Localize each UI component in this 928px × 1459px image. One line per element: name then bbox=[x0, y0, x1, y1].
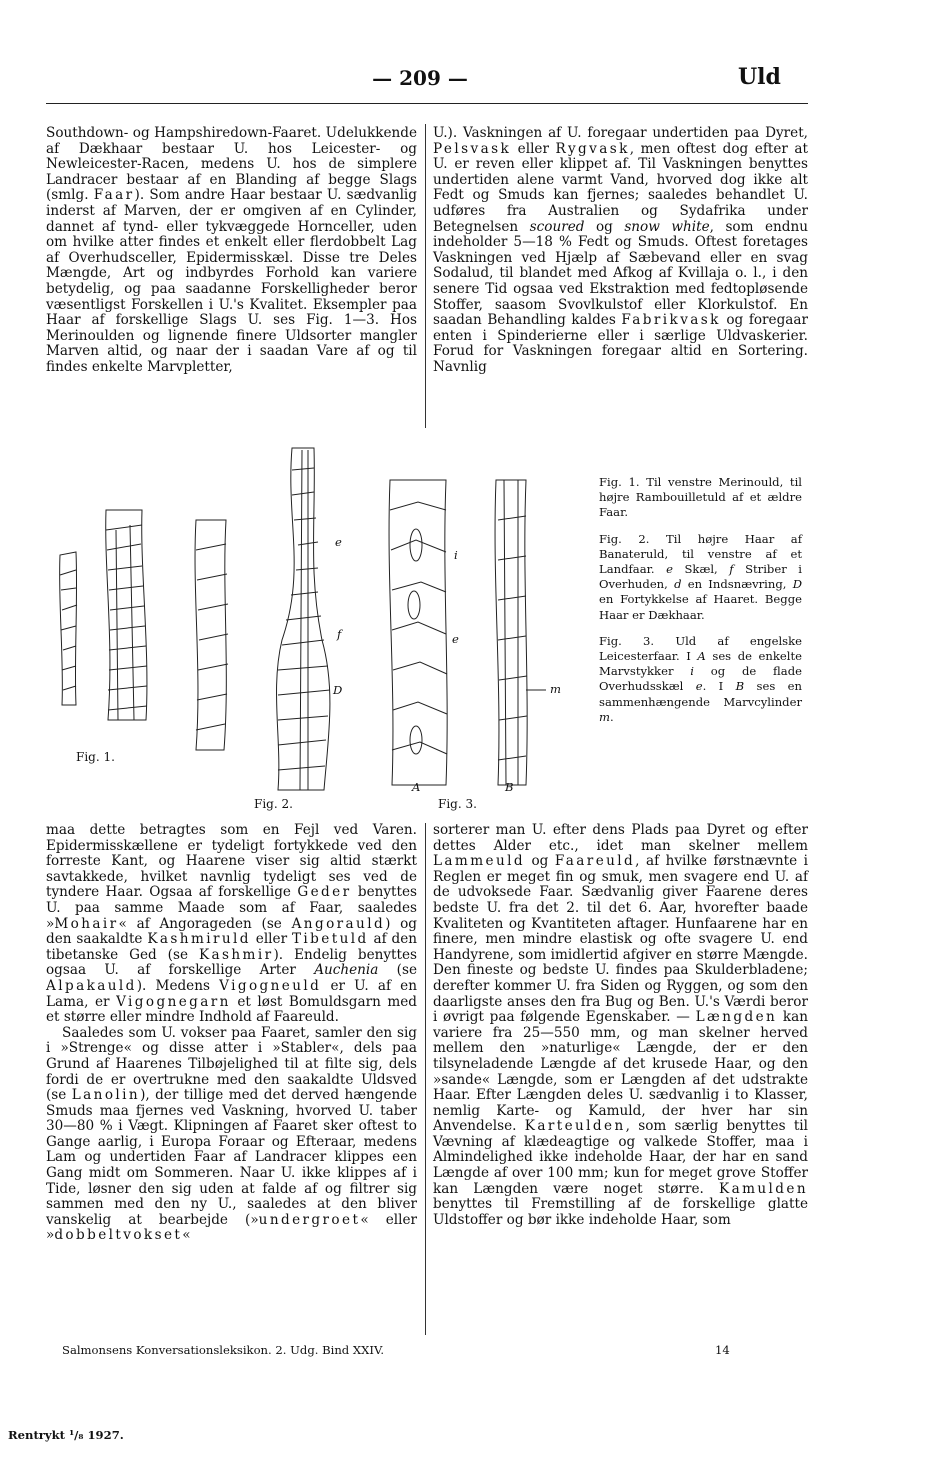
column-rule-top bbox=[425, 124, 426, 428]
footer-signature: 14 bbox=[715, 1343, 730, 1357]
paragraph: Southdown- og Hampshiredown-Faaret. Udelukkende af Dækhaar bestaar U. hos Leicester- og Newleicester-Racen, medens U. hos de simplere Landracer bestaar af en Blanding af begge Slags (smlg. Faar). Som andre Haar bestaar U. sædvanlig inderst af Marven, der er omgiven af en Cylinder, dannet af tynd- eller tykvæggede Hornceller, uden om hvilke atter findes et enkelt eller flerdobbelt Lag af Overhudsceller, Epidermisskæl. Disse tre Deles Mængde, Art og indbyrdes Forhold kan variere betydelig, og paa saadanne Forskelligheder beror væsentligst Forskellen i U.'s Kvalitet. Eksempler paa Haar af forskellige Slags U. ses Fig. 1—3. Hos Merinoulden og lignende finere Uldsorter mangler Marven altid, og naar der i saadan Vare af og til findes enkelte Marvpletter, bbox=[46, 125, 417, 375]
label-e-fig2: e bbox=[335, 535, 342, 549]
fig1-label: Fig. 1. bbox=[76, 750, 115, 764]
page-number: — 209 — bbox=[372, 66, 468, 90]
label-i-fig3: i bbox=[454, 548, 458, 562]
label-B-fig3: B bbox=[505, 780, 514, 794]
figure-captions bbox=[599, 475, 802, 736]
column-top-right bbox=[433, 126, 808, 376]
paragraph: Saaledes som U. vokser paa Faaret, samler den sig i »Strenge« og disse atter i »Stabler«, dels paa Grund af Haarenes Tilbøjelighed til at filte sig, dels fordi de er overtrukne med den saakaldte Uldsved (se Lanolin), der tillige med det derved hængende Smuds maa fjernes ved Vaskning, hvorved U. taber 30—80 % i Vægt. Klipningen af Faaret sker oftest to Gange aarlig, i Europa Foraar og Efteraar, medens Lam og undertiden Faar af Landracer klippes een Gang midt om Sommeren. Naar U. ikke klippes af i Tide, løsner den sig uden at falde af og filtrer sig sammen med den ny U., saaledes at den bliver vanskelig at bearbejde (»undergroet« eller »dobbeltvokset« bbox=[46, 1024, 418, 1244]
fig1-rambouillet-fibre bbox=[106, 510, 147, 720]
fig1-merino-fibre bbox=[60, 552, 77, 705]
fig2-label: Fig. 2. bbox=[254, 797, 293, 811]
fig3-label: Fig. 3. bbox=[438, 797, 477, 811]
fig3-fibre-B bbox=[495, 480, 546, 785]
wool-fibre-figures bbox=[46, 440, 586, 820]
fig2-landfaar-fibre bbox=[195, 520, 228, 750]
running-head: Uld bbox=[738, 64, 781, 90]
footer-source: Salmonsens Konversationsleksikon. 2. Udg. Bind XXIV. bbox=[62, 1343, 385, 1357]
caption-fig2: Fig. 2. Til højre Haar af Banateruld, til venstre af et Landfaar. e Skæl, f Striber i Overhuden, d en Indsnævring, D en Fortykkelse af Haaret. Begge Haar er Dækhaar. bbox=[599, 531, 803, 622]
label-m-fig3: m bbox=[550, 682, 561, 696]
fig3-fibre-A bbox=[389, 480, 447, 785]
header-rule bbox=[46, 103, 808, 104]
label-e-fig3: e bbox=[452, 632, 459, 646]
caption-fig1: Fig. 1. Til venstre Merinould, til højre Rambouilletuld af et ældre Faar. bbox=[599, 475, 802, 520]
reprint-note: Rentrykt ¹/₈ 1927. bbox=[8, 1428, 124, 1442]
column-top-left bbox=[46, 126, 417, 376]
paragraph: maa dette betragtes som en Fejl ved Varen. Epidermisskællene er tydeligt fortykkede ved den forreste Kant, og Haarene viser sig altid stærkt savtakkede, hvilket navnlig tydeligt ses ved de tyndere Haar. Ogsaa af forskellige Geder benyttes U. paa samme Maade som af Faar, saaledes »Mohair« af Angorageden (se Angorauld) og den saakaldte Kashmiruld eller Tibetuld af den tibetanske Ged (se Kashmir). Endelig benyttes ogsaa U. af forskellige Arter Auchenia (se Alpakauld). Medens Vigogneuld er U. af en Lama, er Vigognegarn et løst Bomuldsgarn med et større eller mindre Indhold af Faareuld. bbox=[46, 822, 418, 1026]
column-bottom-left bbox=[46, 823, 417, 1244]
column-bottom-right bbox=[433, 823, 808, 1228]
label-A-fig3: A bbox=[412, 780, 421, 794]
fig2-banat-fibre bbox=[277, 448, 330, 790]
caption-fig3: Fig. 3. Uld af engelske Leicesterfaar. I A ses de enkelte Marvstykker i og de flade Overhudsskæl e. I B ses en sammenhængende Marvcylinder m. bbox=[599, 633, 803, 724]
paragraph: sorterer man U. efter dens Plads paa Dyret og efter dettes Alder etc., idet man skelner mellem Lammeuld og Faareuld, af hvilke førstnævnte i Reglen er meget fin og smuk, men svagere end U. af de udvoksede Faar. Sædvanlig giver Faarene deres bedste U. fra det 2. til det 6. Aar, hvorefter baade Kvaliteten og Kvantiteten aftager. Hunfaarene har en finere, men mindre elastisk og ofte svagere U. end Handyrene, som imidlertid afgiver en større Mængde. Den fineste og bedste U. findes paa Skulderbladene; derefter kommer U. fra Siden og Ryggen, og som den daarligste anses den fra Bug og Ben. U.'s Værdi beror i øvrigt paa følgende Egenskaber. — Længden kan variere fra 25—550 mm, og man skelner herved mellem den »naturlige« Længde, der er den tilsyneladende Længde af det krusede Haar, og den »sande« Længde, som er Længden af det udstrakte Haar. Efter Længden deles U. sædvanlig i to Klasser, nemlig Karte- og Kamuld, der hver har sin Anvendelse. Karteulden, som særlig benyttes til Vævning af klædeagtige og valkede Stoffer, maa i Almindelighed ikke indeholde Haar, der har en sand Længde af over 100 mm; kun for meget grove Stoffer kan Længden være noget større. Kamulden benyttes til Fremstilling af de forskellige glatte Uldstoffer og bør ikke indeholde Haar, som bbox=[433, 822, 809, 1228]
label-f-fig2: f bbox=[337, 627, 342, 641]
column-rule-bottom bbox=[425, 823, 426, 1335]
label-D-fig2: D bbox=[333, 683, 343, 697]
paragraph: U.). Vaskningen af U. foregaar undertiden paa Dyret, Pelsvask eller Rygvask, men oftest dog efter at U. er reven eller klippet af. Til Vaskningen benyttes undertiden alene varmt Vand, hvorved dog ikke alt Fedt og Smuds kan fjernes; saaledes behandlet U. udføres fra Australien og Sydafrika under Betegnelsen scoured og snow white, som endnu indeholder 5—18 % Fedt og Smuds. Oftest foretages Vaskningen ved Hjælp af Sæbevand eller en svag Sodalud, til blandet med Afkog af Kvillaja o. l., i den senere Tid ogsaa ved Ekstraktion med fedtopløsende Stoffer, saasom Svovlkulstof eller Klorkulstof. En saadan Behandling kaldes Fabrikvask og foregaar enten i Spinderierne eller i særlige Uldvaskerier. Forud for Vaskningen foregaar altid en Sortering. Navnlig bbox=[433, 125, 808, 375]
